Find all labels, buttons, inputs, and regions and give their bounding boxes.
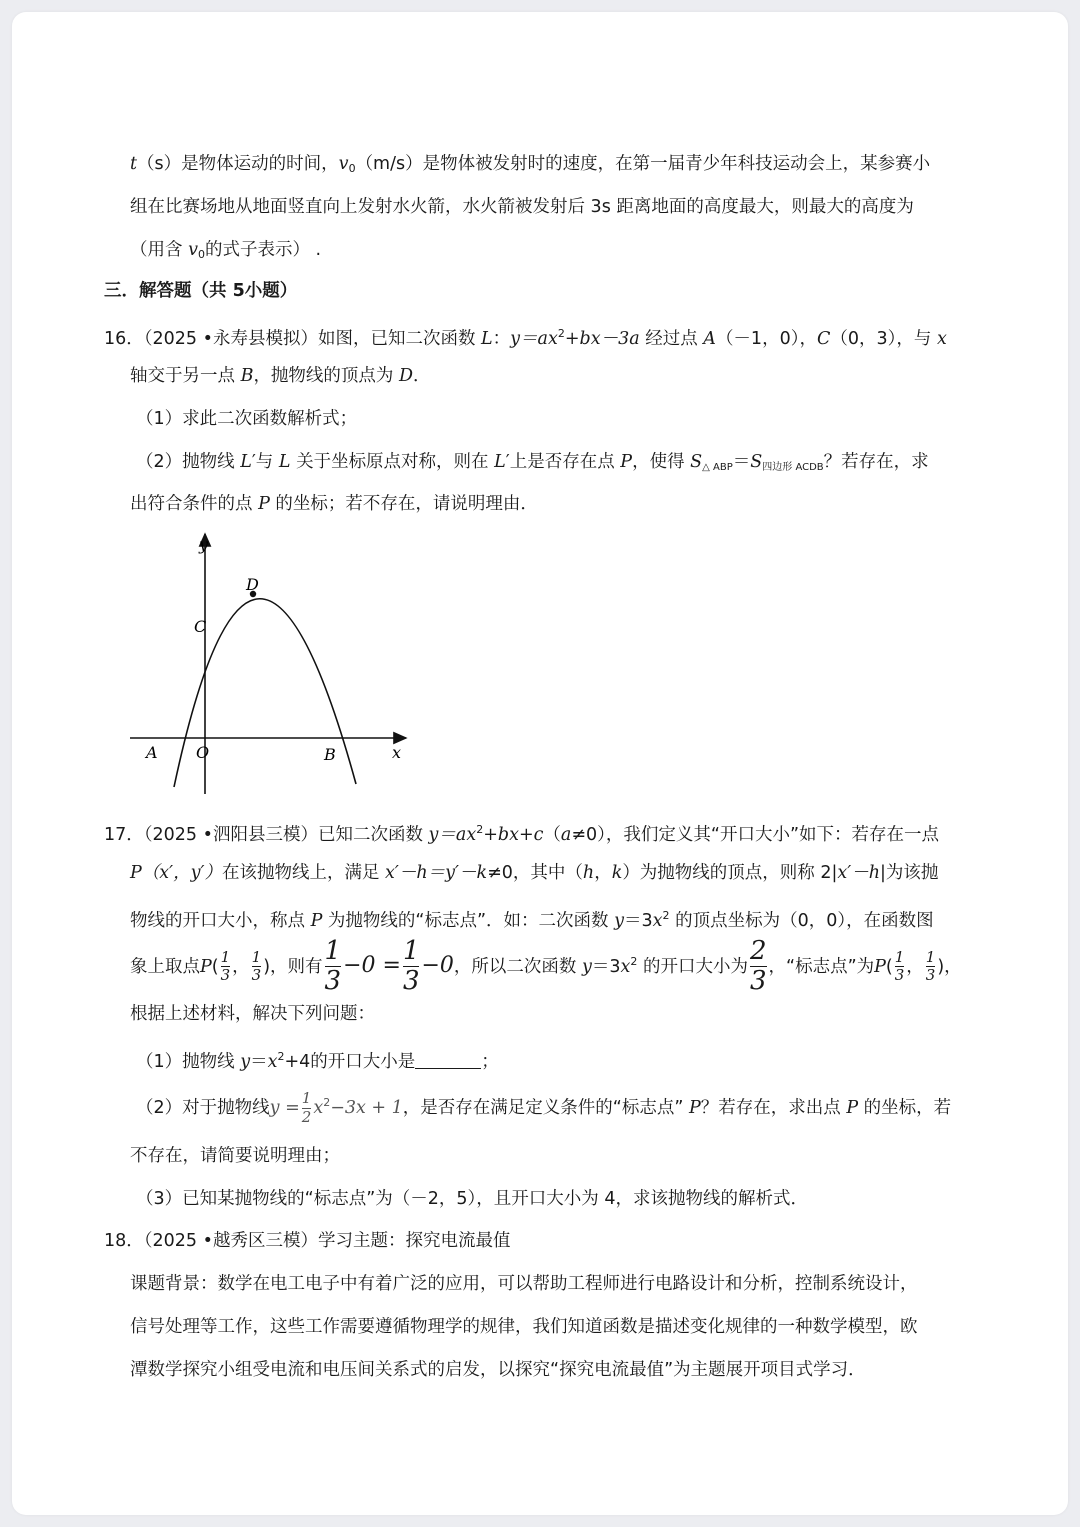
q16-text: ． [413,366,431,386]
q16-part-2-cont [130,492,538,516]
label-C: C [194,617,207,636]
q16-text: ？若存在，求 [823,452,929,472]
q16-var: D [399,366,414,386]
q16-var: L [278,452,291,472]
q16-var: P [620,452,633,472]
q17-text: ）为抛物线的顶点，则称 2| [622,863,838,883]
q17-var: h [582,863,595,883]
q17-text: ＝ [250,1052,268,1072]
q15-text: （用含 [130,240,189,260]
q17-eq: x [313,1098,324,1118]
q18-line-4: 潭数学探究小组受电流和电压间关系式的启发，以探究“探究电流最值”为主题展开项目式学习． [130,1360,866,1380]
q17-eq: −3x + 1 [330,1098,403,1118]
q17-text: 的顶点坐标为（0，0），在函数图 [669,911,934,931]
fraction-num: 1 [925,947,936,966]
q17-text: （1）抛物线 [136,1052,241,1072]
fraction-num: 1 [220,947,231,966]
q18-line-2: 课题背景：数学在电工电子中有着广泛的应用，可以帮助工程师进行电路设计和分析，控制系统设计， [130,1274,918,1294]
document-page [12,12,1068,1515]
answer-blank[interactable] [415,1050,481,1069]
q15-line-3 [130,238,321,267]
section-title: 三．解答题（共 5小题） [104,281,298,301]
q18-line-3: 信号处理等工作，这些工作需要遵循物理学的规律，我们知道函数是描述变化规律的一种数学模型，欧 [130,1317,918,1337]
fraction-num: 1 [402,936,420,966]
fraction [750,938,767,996]
q17-var: P [310,911,323,931]
q17-var: x [267,1052,278,1072]
fraction-num: 1 [251,947,262,966]
q16-var: P [258,494,270,514]
fraction-den: 2 [301,1107,312,1126]
q17-part-2-cont: 不存在，请简要说明理由； [130,1146,340,1166]
q16-part-2 [136,450,929,480]
q16-var: A [703,329,716,349]
q15-sub: 0 [197,248,205,261]
q17-eq: y = [269,1098,300,1118]
fraction [325,938,342,996]
q16-var: L [240,452,252,472]
q16-line-2 [130,364,431,388]
q17-sup: 2 [277,1050,285,1063]
q17-text: 17．（2025 •泗阳县三模）已知二次函数 [104,825,429,845]
q16-var: C [816,329,831,349]
q17-part-2 [136,1080,951,1131]
q16-text: 出符合条件的点 [130,494,259,514]
q17-text: 物线的开口大小，称点 [130,911,311,931]
q17-var: P [846,1098,859,1118]
q16-text: 轴交于另一点 [130,366,241,386]
q15-text: （m/s）是物体被发射时的速度，在第一届青少年科技运动会上，某参赛小 [355,154,931,174]
q17-text: ， [594,863,612,883]
q16-text: （－1，0）， [715,329,817,349]
fraction-num: 1 [324,936,342,966]
label-A: A [146,743,158,762]
q17-var: y [614,911,624,931]
q17-var: P [130,863,142,883]
q16-var: L [494,452,506,472]
q16-text: （2）抛物线 [136,452,241,472]
q16-eq: y＝ax [510,329,558,349]
q17-sup: 2 [662,909,670,922]
fraction [251,947,262,985]
q16-text: ，使得 [632,452,691,472]
q17-text: 的坐标，若 [858,1098,952,1118]
q15-line-1 [130,152,930,181]
q17-sup: 2 [476,823,484,836]
q17-eq: +bx+c [483,825,544,845]
q15-var-v: v [188,240,198,260]
q15-text: （s）是物体运动的时间， [137,154,339,174]
fraction-den: 3 [402,966,420,997]
q17-var: y [581,956,592,977]
q16-text: ′上是否存在点 [505,452,621,472]
fraction-den: 3 [925,966,936,985]
q17-part-3: （3）已知某抛物线的“标志点”为（－2，5），且开口大小为 4，求该抛物线的解析式． [136,1189,808,1209]
q17-text: ＝3 [591,956,621,977]
q16-sub: △ ABP [702,462,733,473]
q17-text: ≠0），我们定义其“开口大小”如下：若存在一点 [571,825,940,845]
label-x: x [392,743,402,762]
q16-text: ＝ [732,452,751,472]
q15-sub: 0 [348,162,356,175]
q17-line-3 [130,904,934,933]
fraction-den: 3 [894,966,905,985]
q17-text: ，则有 [270,956,323,977]
q16-text: ，抛物线的顶点为 [253,366,399,386]
q16-var: S [690,452,703,472]
q17-text: ， [944,956,962,977]
q17-text: 为抛物线的“标志点”．如：二次函数 [322,911,615,931]
q17-text: ？若存在，求出点 [700,1098,847,1118]
label-B: B [324,745,336,764]
q15-line-2: 组在比赛场地从地面竖直向上发射水火箭，水火箭被发射后 3s 距离地面的高度最大，则最大的高度为 [130,197,914,217]
q17-text: 象上取点 [130,956,200,977]
q17-text: ，“标志点”为 [768,956,875,977]
q16-part-1: （1）求此二次函数解析式； [136,409,358,429]
q17-text: 在该抛物线上，满足 [221,863,386,883]
q17-text: ，所以二次函数 [453,956,582,977]
q17-eq: x′－h＝y′－k [385,863,488,883]
q17-var: a [560,825,572,845]
q17-text: |为该抛 [880,863,939,883]
q17-eq: x′－h [837,863,881,883]
q16-eq: +bx－3a [564,329,640,349]
fraction-num: 1 [301,1088,312,1107]
fraction-den: 3 [749,966,767,997]
q16-text: ′与 [251,452,279,472]
q17-text: ，是否存在满足定义条件的“标志点” [402,1098,689,1118]
q16-text: ： [492,329,511,349]
q16-text: 16．（2025 •永寿县模拟）如图，已知二次函数 [104,329,482,349]
fraction-den: 3 [324,966,342,997]
q16-var: S [750,452,763,472]
q17-point-P: P [874,956,886,977]
q17-text: （ [543,825,561,845]
q18-line-1: 18．（2025 •越秀区三模）学习主题：探究电流最值 [104,1231,511,1251]
q17-var: x [620,956,631,977]
q17-line-2 [130,861,938,885]
q16-text: 关于坐标原点对称，则在 [290,452,495,472]
q17-text: （2）对于抛物线 [136,1098,270,1118]
q17-eq: −0 [421,952,454,978]
q16-var: L [481,329,493,349]
label-y: y [199,535,209,554]
q16-sub: 四边形 ACDB [762,462,824,473]
q16-var: x [936,329,947,349]
q17-text: ＝3 [624,911,653,931]
q16-text: 经过点 [639,329,704,349]
q17-point-P: P [200,956,212,977]
q16-line-1 [104,322,947,351]
q15-var-v: v [338,154,349,174]
q17-sup: 2 [630,954,638,968]
fraction-num: 2 [749,936,767,966]
q17-var: x [652,911,663,931]
q17-var: y [240,1052,251,1072]
fraction-den: 3 [220,966,231,985]
q17-var: P [688,1098,701,1118]
q17-var: k [611,863,623,883]
fraction [301,1088,312,1126]
q17-line-5: 根据上述材料，解决下列问题： [130,1004,375,1024]
q17-line-1 [104,818,939,847]
q17-text: 的开口大小为 [637,956,748,977]
q15-text: 的式子表示） . [204,240,322,260]
fraction [220,947,231,985]
fraction-num: 1 [894,947,905,966]
q17-text: +4的开口大小是 [284,1052,416,1072]
q15-var-t: t [130,154,138,174]
q17-eq: （x′，y′） [141,863,222,883]
q17-part-1 [136,1045,499,1074]
q16-var: B [240,366,254,386]
q16-text: （0，3），与 [830,329,937,349]
q16-sup: 2 [557,327,565,340]
fraction-den: 3 [251,966,262,985]
q17-sup: 2 [323,1096,331,1109]
fraction [925,947,936,985]
fraction [894,947,905,985]
q17-text: ≠0，其中（ [487,863,583,883]
parabola-graph [124,522,414,797]
q17-eq: −0 = [343,952,401,978]
label-O: O [196,743,210,762]
q17-eq: y＝ax [428,825,477,845]
q17-line-4: 象上取点P( $\frac{1}{3}$ ， $\frac{1}{3}$ )，则有 $\frac{1}{3}$ −0 = $\frac{1}{3}$ −0，所以二次函数 $y=3x^2$ 的开口大小为 $\frac{2}{3}$ ，“标志点”为P( $\frac{1}{3}$ ， $\frac{1}{3}$ )， [130,936,962,997]
fraction [403,938,420,996]
label-D: D [246,575,259,594]
q16-text: 的坐标；若不存在，请说明理由． [269,494,538,514]
q17-text: ； [481,1052,499,1072]
